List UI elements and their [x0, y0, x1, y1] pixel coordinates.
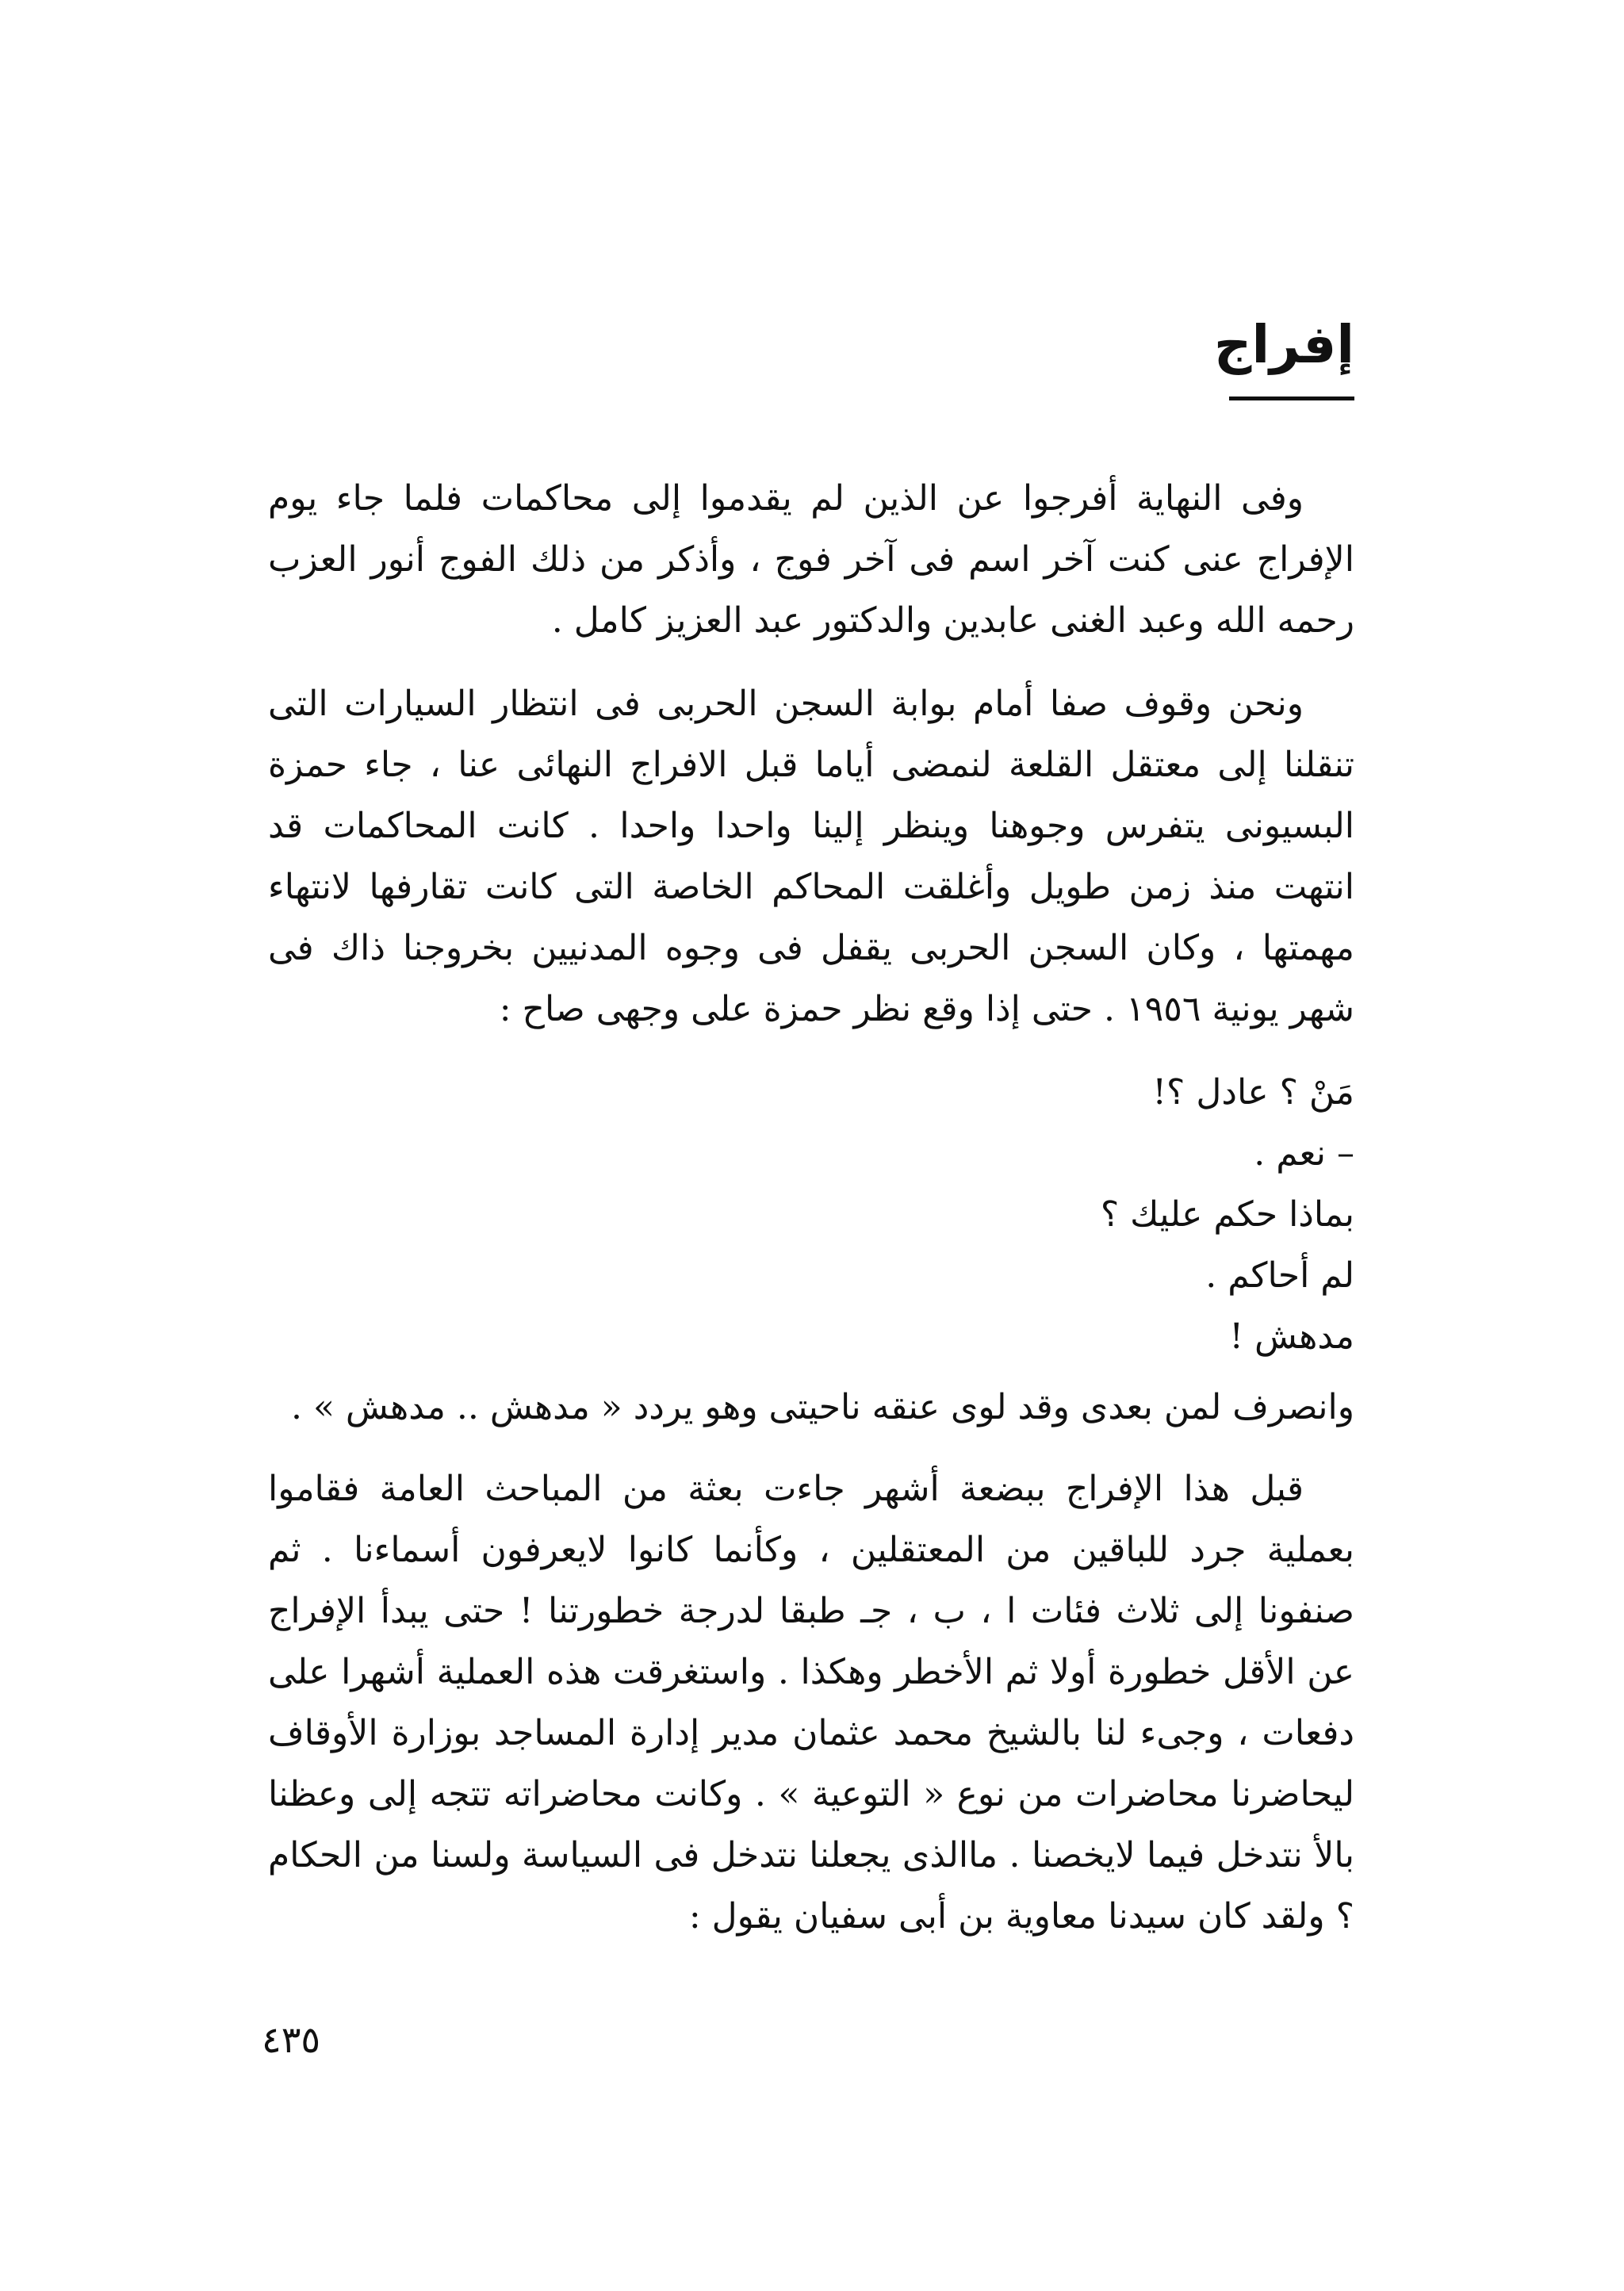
chapter-title: إفراج — [1213, 314, 1354, 375]
paragraph-prison-gate: ونحن وقوف صفا أمام بوابة السجن الحربى فى انتظار السيارات التى تنقلنا إلى معتقل القلعة لنمضى أياما قبل الافراج النهائى عنا ، جاء حمزة البسيونى يتفرس وجوهنا وينظر إلينا واحدا واحدا . كانت المحاكمات قد انتهت منذ زمن طويل وأغلقت المحاكم الخاصة التى كانت تقارفها لانتهاء مهمتها ، وكان السجن الحربى يقفل فى وجوه المدنيين بخروجنا ذاك فى شهر يونية ١٩٥٦ . حتى إذا وقع نظر حمزة على وجهى صاح : — [268, 684, 1354, 1029]
paragraph-release-day: وفى النهاية أفرجوا عن الذين لم يقدموا إلى محاكمات فلما جاء يوم الإفراج عنى كنت آخر اسم فى آخر فوج ، وأذكر من ذلك الفوج أنور العزب رحمه الله وعبد الغنى عابدين والدكتور عبد العزيز كامل . — [268, 478, 1354, 641]
dialogue-line: – نعم . — [1254, 1133, 1354, 1174]
chapter-heading — [1132, 309, 1354, 400]
dialogue-line: بماذا حكم عليك ؟ — [1100, 1194, 1354, 1235]
page-number: ٤٣٥ — [262, 2018, 321, 2061]
dialogue-block — [268, 1062, 1354, 1367]
paragraph-classification: قبل هذا الإفراج ببضعة أشهر جاءت بعثة من المباحث العامة فقاموا بعملية جرد للباقين من المعتقلين ، وكأنما كانوا لايعرفون أسماءنا . ثم صنفونا إلى ثلاث فئات ا ، ب ، جـ طبقا لدرجة خطورتنا ! حتى يبدأ الإفراج عن الأقل خطورة أولا ثم الأخطر وهكذا . واستغرقت هذه العملية أشهرا على دفعات ، وجىء لنا بالشيخ محمد عثمان مدير إدارة المساجد بوزارة الأوقاف ليحاضرنا محاضرات من نوع « التوعية » . وكانت محاضراته تتجه إلى وعظنا بالأ نتدخل فيما لايخصنا . ماالذى يجعلنا نتدخل فى السياسة ولسنا من الحكام ؟ ولقد كان سيدنا معاوية بن أبى سفيان يقول : — [268, 1469, 1354, 1937]
dialogue-line: مدهش ! — [1229, 1316, 1354, 1357]
title-underline — [1229, 397, 1354, 400]
dialogue-line: مَنْ ؟ عادل ؟! — [1152, 1072, 1354, 1113]
closing-line: وانصرف لمن بعدى وقد لوى عنقه ناحيتى وهو يردد « مدهش .. مدهش » . — [291, 1387, 1354, 1427]
body-text — [268, 468, 1354, 1969]
dialogue-line: لم أحاكم . — [1205, 1255, 1354, 1296]
